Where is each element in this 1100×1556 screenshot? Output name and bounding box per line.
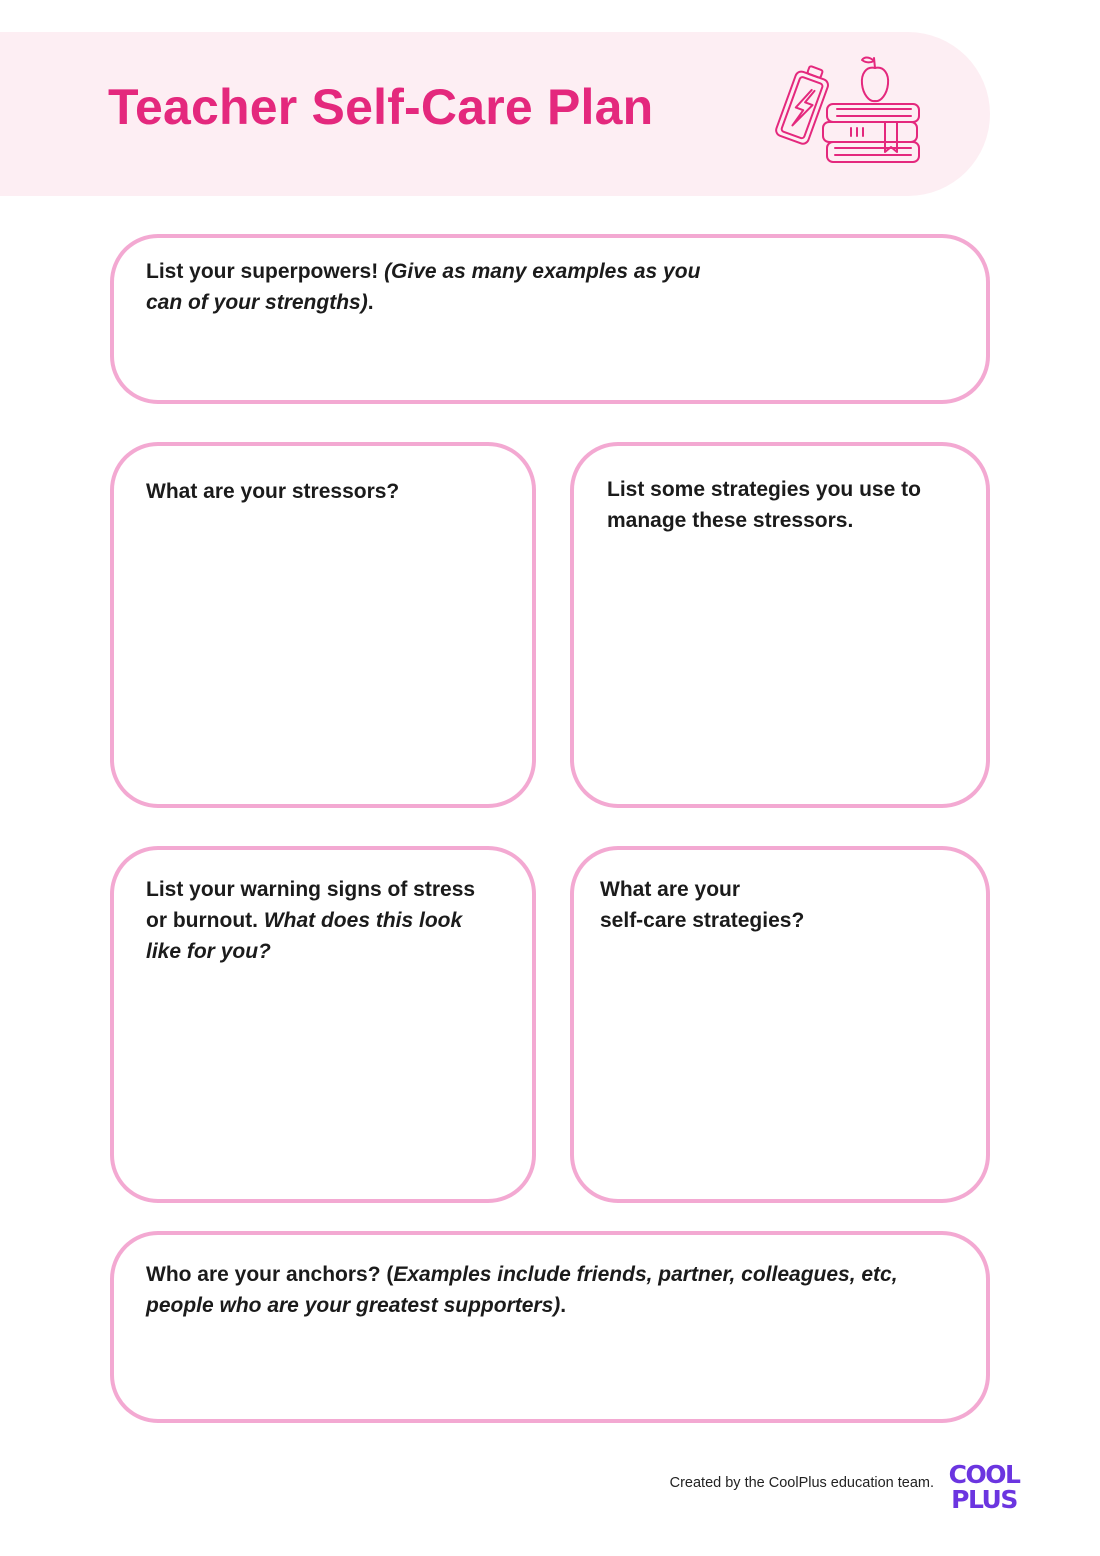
- superpowers-card[interactable]: [110, 234, 990, 404]
- coolplus-logo: [944, 1458, 1024, 1512]
- anchors-prompt: [146, 1259, 976, 1321]
- strategies-prompt-line2: manage these stressors.: [607, 509, 854, 532]
- stressors-card[interactable]: [110, 442, 536, 808]
- superpowers-prompt-italic-1: (Give as many examples as you: [384, 260, 701, 283]
- logo-line2: PLUS: [951, 1485, 1017, 1512]
- anchors-card[interactable]: [110, 1231, 990, 1423]
- self-care-prompt-line1: What are your: [600, 878, 741, 901]
- page-title: Teacher Self-Care Plan: [108, 79, 654, 135]
- logo-line1: COOL: [948, 1460, 1020, 1489]
- superpowers-prompt: [146, 256, 786, 318]
- warning-signs-prompt-line2-bold: or burnout.: [146, 909, 258, 932]
- self-care-card[interactable]: [570, 846, 990, 1203]
- strategies-prompt-line1: List some strategies you use to: [607, 478, 921, 501]
- self-care-prompt-line2: self-care strategies?: [600, 909, 805, 932]
- warning-signs-prompt-line1: List your warning signs of stress: [146, 878, 476, 901]
- footer-credit: Created by the CoolPlus education team.: [669, 1475, 934, 1491]
- strategies-prompt: [607, 474, 977, 536]
- warning-signs-prompt: [146, 874, 526, 967]
- battery-books-apple-icon: [765, 52, 930, 170]
- superpowers-prompt-bold: List your superpowers!: [146, 260, 379, 283]
- warning-signs-prompt-line2-italic: What does this look: [263, 909, 463, 932]
- self-care-prompt: [600, 874, 970, 936]
- superpowers-prompt-italic-2: can of your strengths): [146, 291, 368, 314]
- warning-signs-prompt-line3-italic: like for you?: [146, 940, 271, 963]
- anchors-prompt-line1-italic: Examples include friends, partner, colleagues, etc,: [393, 1263, 898, 1286]
- anchors-prompt-line1-bold: Who are your anchors? (: [146, 1263, 394, 1286]
- strategies-card[interactable]: [570, 442, 990, 808]
- anchors-prompt-line2-end: .: [560, 1294, 567, 1317]
- warning-signs-card[interactable]: [110, 846, 536, 1203]
- superpowers-prompt-end: .: [367, 291, 374, 314]
- stressors-prompt: What are your stressors?: [146, 480, 400, 503]
- anchors-prompt-line2-italic: people who are your greatest supporters): [146, 1294, 561, 1317]
